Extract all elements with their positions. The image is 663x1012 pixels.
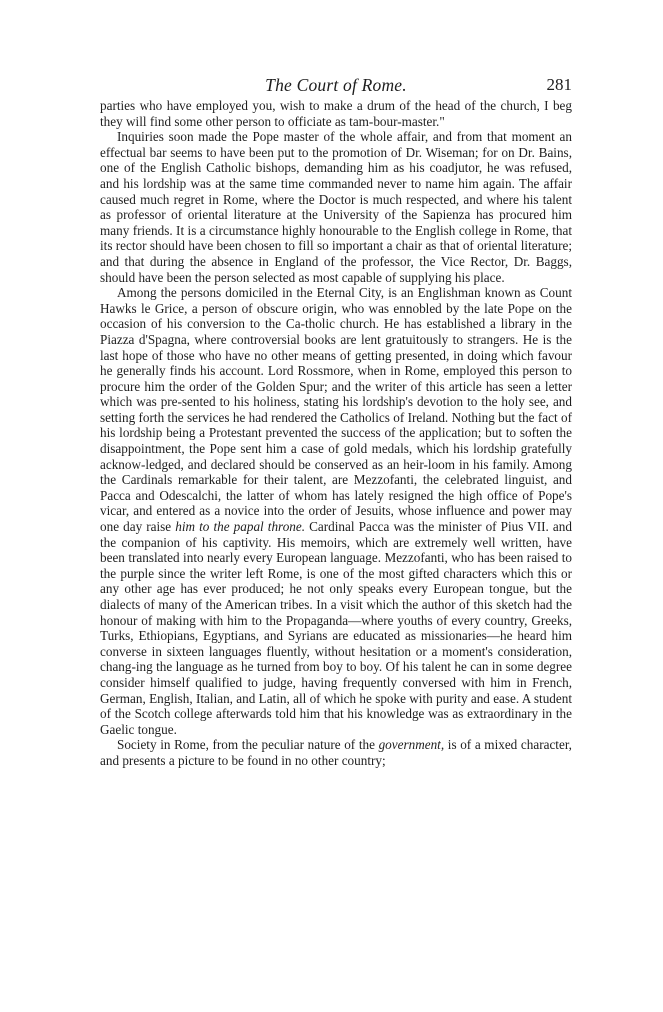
text-segment: Inquiries soon made the Pope master of the whole affair, and from that moment an effectual bar seems to have been put to the promotion of Dr. Wiseman; for on Dr. Bains, one of the English Catholic bishops, demanding him as his coadjutor, he was refused, and his lordship was at the same time commanded never to name him again. The affair caused much regret in Rome, where the Doctor is much respected, and where his talent as professor of oriental literature at the University of the Sapienza has procured him many friends. It is a circumstance highly honourable to the English college in Rome, that its rector should have been chosen to fill so important a chair as that of oriental literature; and that during the absence in England of the professor, the Vice Rector, Dr. Baggs, should have been the person selected as most capable of supplying his place. bbox=[100, 129, 572, 285]
page-header bbox=[100, 75, 572, 99]
text-segment: Society in Rome, from the peculiar nature of the bbox=[117, 737, 379, 753]
running-title: The Court of Rome. bbox=[265, 75, 407, 95]
paragraph-p4 bbox=[100, 737, 572, 768]
body-text bbox=[100, 98, 572, 769]
paragraph-p2 bbox=[100, 129, 572, 285]
text-segment: Cardinal Pacca was the minister of Pius VII. and the companion of his captivity. His memoirs, which are extremely well written, have been translated into nearly every European language. Mezzofanti, who has been raised to the purple since the writer left Rome, is one of the most gifted characters which this or any other age has ever produced; he not only speaks every European tongue, but the dialects of many of the American tribes. In a visit which the author of this sketch had the honour of making with him to the Propaganda—where youths of every country, Greeks, Turks, Ethiopians, Egyptians, and Syrians are educated as missionaries—he heard him converse in sixteen languages fluently, without hesitation or a moment's consideration, chang-ing the language as he turned from boy to boy. Of his talent he can in some degree consider himself qualified to judge, having frequently conversed with him in French, German, English, Italian, and Latin, all of which he spoke with purity and ease. A student of the Scotch college afterwards told him that his knowledge was as extraordinary in the Gaelic tongue. bbox=[100, 519, 572, 737]
paragraph-p3 bbox=[100, 285, 572, 737]
text-segment: parties who have employed you, wish to make a drum of the head of the church, I beg they will find some other person to officiate as tam-bour-master." bbox=[100, 98, 572, 129]
italic-text: government, bbox=[378, 737, 445, 753]
paragraph-p1 bbox=[100, 98, 572, 129]
text-segment: Among the persons domiciled in the Eternal City, is an Englishman known as Count Hawks le Grice, a person of obscure origin, who was ennobled by the late Pope on the occasion of his conversion to the Ca-tholic church. He has established a library in the Piazza d'Spagna, where controversial books are lent gratuitously to strangers. He is the last hope of those who have no other means of getting presented, in doing which favour he generally finds his account. Lord Rossmore, when in Rome, employed this person to procure him the order of the Golden Spur; and the writer of this article has seen a letter which was pre-sented to his holiness, stating his lordship's devotion to the holy see, and setting forth the services he had rendered the Catholics of Ireland. Nothing but the fact of his lordship being a Protestant prevented the success of the application; but to soften the disappointment, the Pope sent him a case of gold medals, which his lordship gratefully acknow-ledged, and declared should be conserved as an heir-loom in his family. Among the Cardinals remarkable for their talent, are Mezzofanti, the celebrated linguist, and Pacca and Odescalchi, the latter of whom has lately resigned the high office of Pope's vicar, and entered as a novice into the order of Jesuits, whose influence and power may one day raise bbox=[100, 285, 572, 535]
italic-text: him to the papal throne. bbox=[175, 519, 306, 535]
page-number: 281 bbox=[546, 75, 572, 94]
text-segment: is of a mixed character, and presents a picture to be found in no other country; bbox=[100, 737, 572, 768]
